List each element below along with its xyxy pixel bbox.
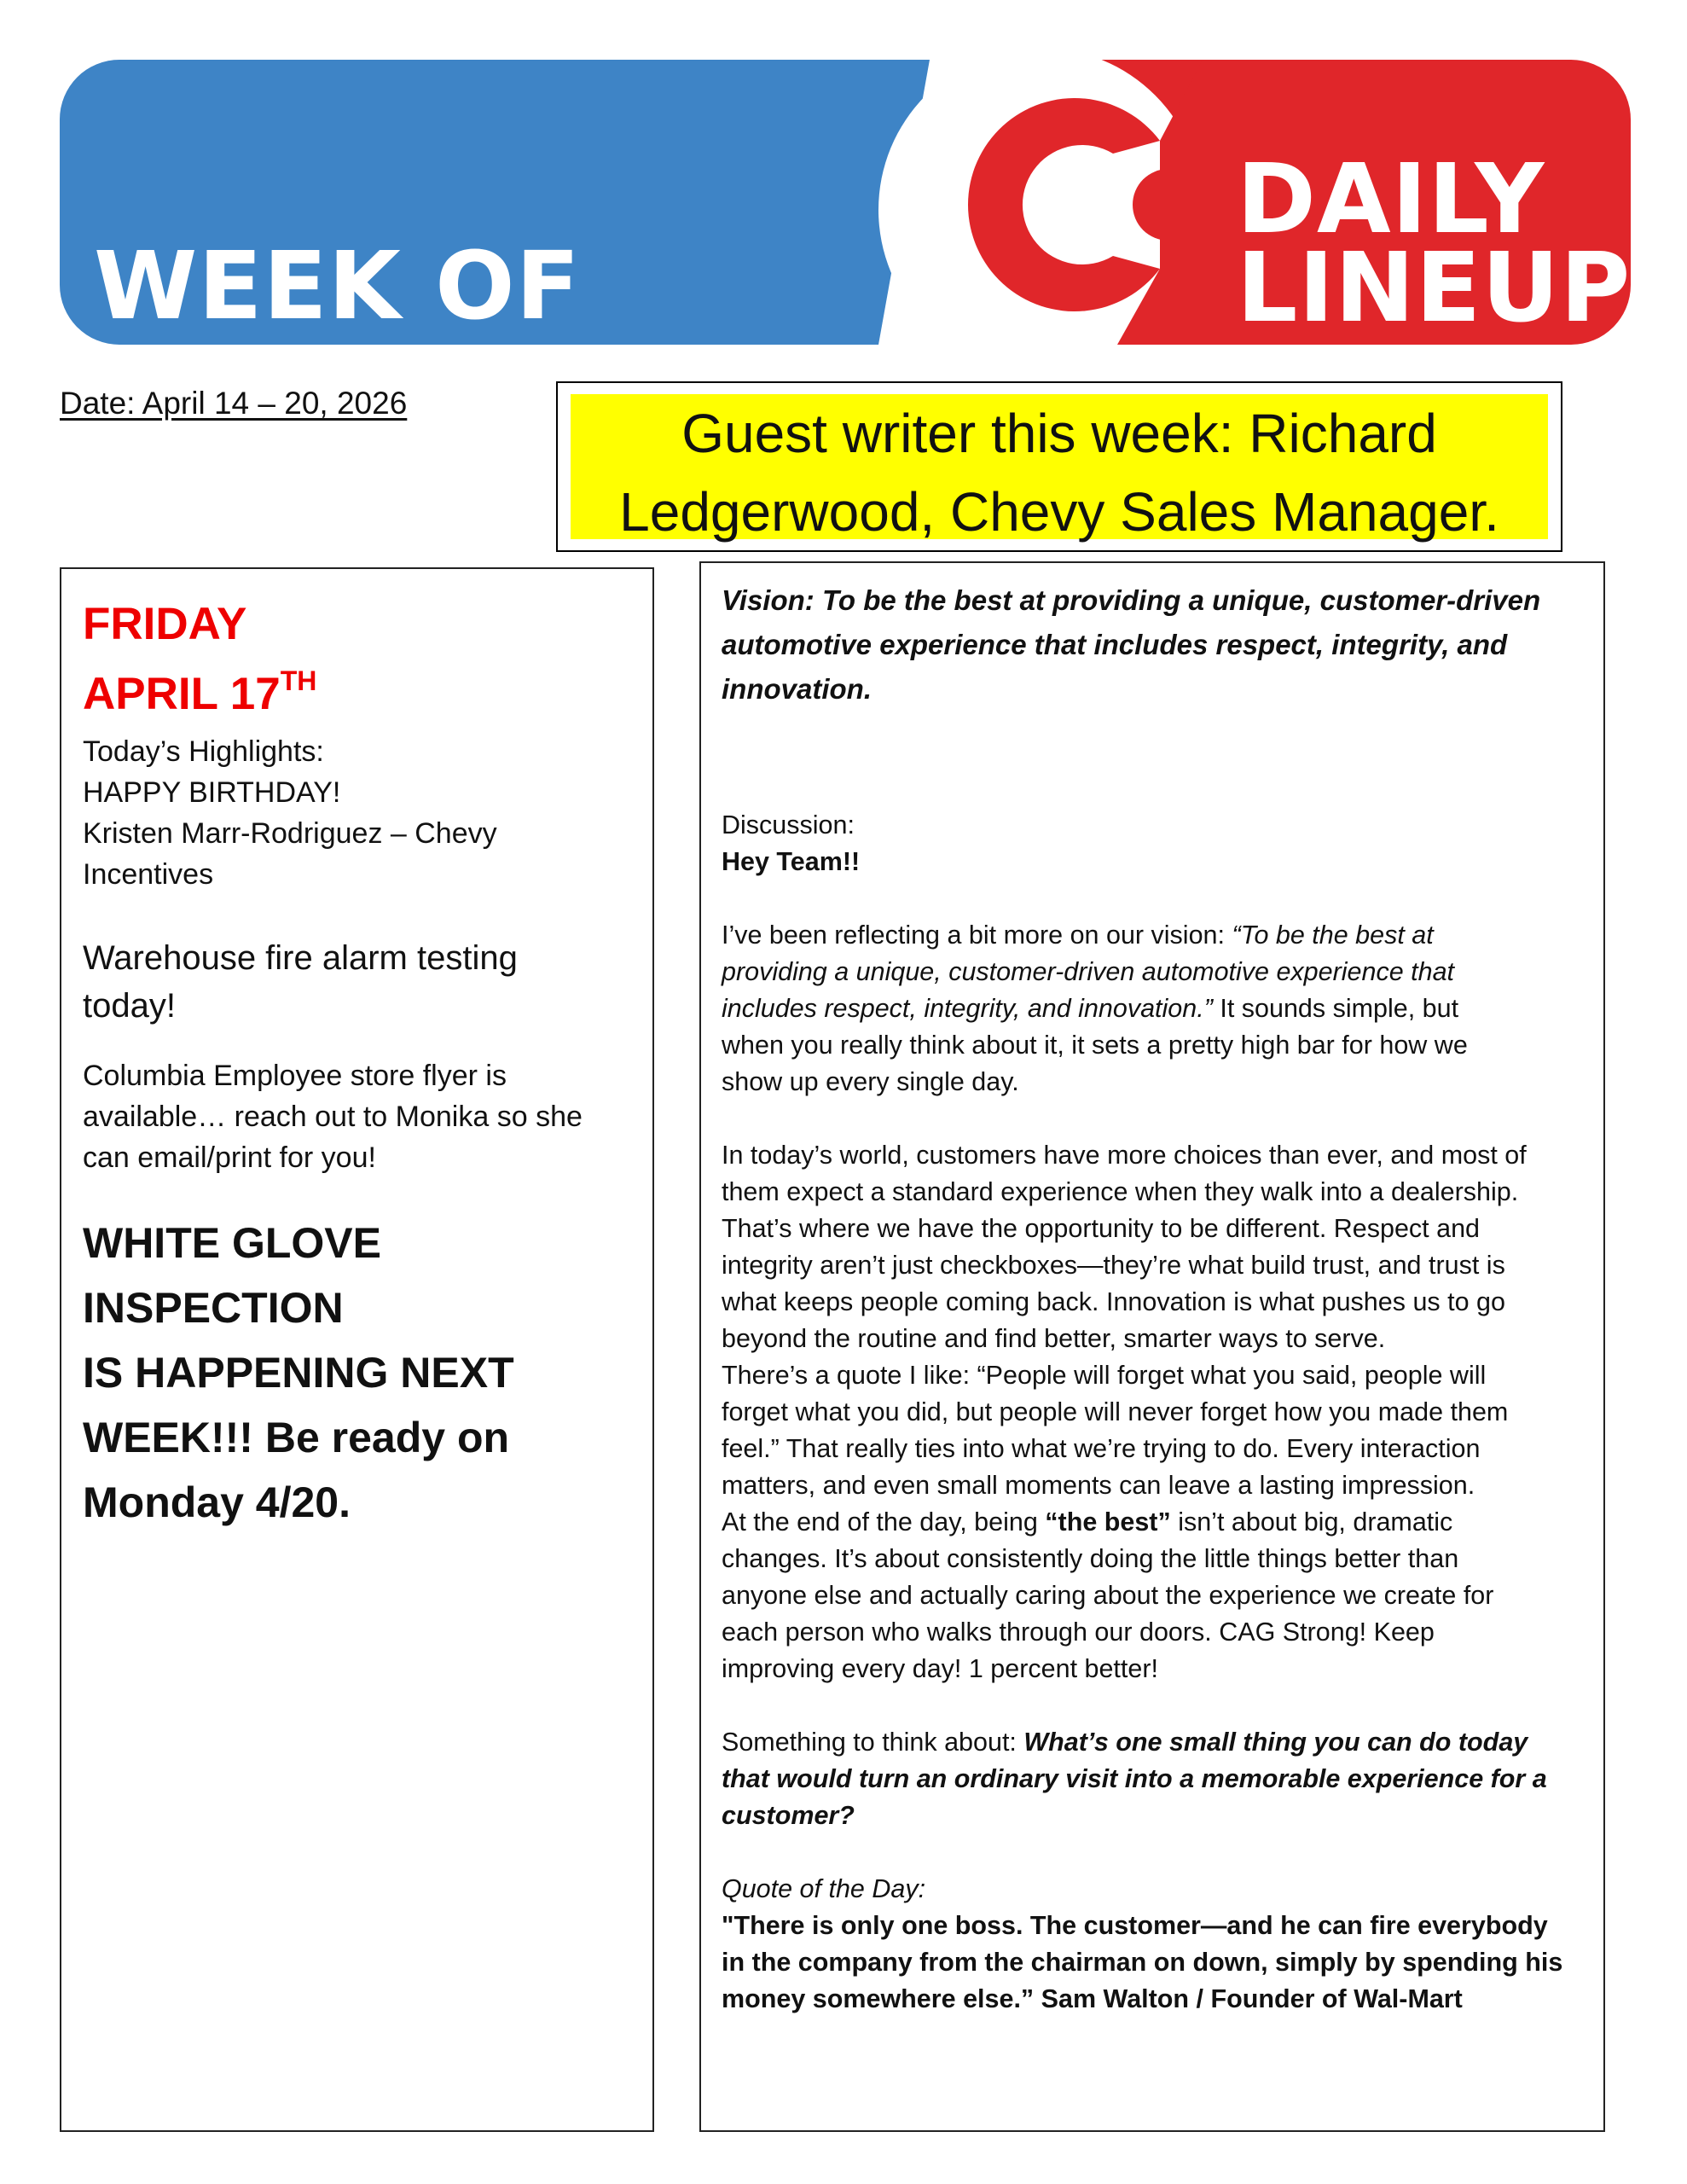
inspection-notice: WEEK!!! Be ready on	[83, 1414, 510, 1461]
date-range: Date: April 14 – 20, 2026	[60, 386, 408, 421]
daily-title: DAILY	[1237, 144, 1545, 255]
text-span: Something to think about:	[722, 1728, 1024, 1757]
text-span: What’s one small thing you can do today	[1023, 1728, 1528, 1757]
text-line: that would turn an ordinary visit into a memorable experience for a	[722, 1764, 1547, 1793]
text-line: customer?	[722, 1801, 855, 1830]
text-line: what keeps people coming back. Innovation is what pushes us to go	[722, 1287, 1505, 1316]
fire-alarm-notice: Warehouse fire alarm testing	[83, 939, 518, 977]
flyer-notice: Columbia Employee store flyer is	[83, 1060, 507, 1092]
flyer-notice: can email/print for you!	[83, 1141, 376, 1174]
birthday-label: HAPPY BIRTHDAY!	[83, 776, 341, 809]
discussion-label: Discussion:	[722, 810, 855, 839]
text-line: changes. It’s about consistently doing the little things better than	[722, 1544, 1459, 1573]
guest-writer-line: Guest writer this week: Richard	[681, 403, 1437, 464]
text-line: providing a unique, customer-driven automotive experience that	[722, 957, 1455, 986]
vision-line: automotive experience that includes respect, integrity, and	[722, 629, 1508, 660]
text-line: That’s where we have the opportunity to be different. Respect and	[722, 1214, 1481, 1243]
text-line: anyone else and actually caring about the experience we create for	[722, 1581, 1494, 1610]
vision-line: Vision: To be the best at providing a unique, customer-driven	[722, 584, 1541, 616]
text-line: There’s a quote I like: “People will forget what you said, people will	[722, 1361, 1487, 1390]
text-line: matters, and even small moments can leave a lasting impression.	[722, 1471, 1475, 1500]
quote-label: Quote of the Day:	[722, 1874, 926, 1903]
text-line: improving every day! 1 percent better!	[722, 1654, 1158, 1683]
birthday-name: Kristen Marr-Rodriguez – Chevy	[83, 817, 497, 850]
fire-alarm-notice: today!	[83, 987, 176, 1025]
text-span: It sounds simple, but	[1212, 994, 1459, 1023]
text-span: “To be the best at	[1232, 921, 1434, 950]
inspection-notice: Monday 4/20.	[83, 1478, 351, 1526]
paragraph-quote	[722, 1357, 1583, 1504]
text-line: beyond the routine and find better, smarter ways to serve.	[722, 1324, 1386, 1353]
text-span: includes respect, integrity, and innovation.”	[722, 994, 1213, 1023]
paragraph-world	[722, 1137, 1583, 1357]
greeting: Hey Team!!	[722, 847, 861, 876]
inspection-notice: IS HAPPENING NEXT	[83, 1349, 514, 1397]
quote-line: in the company from the chairman on down, simply by spending his	[722, 1948, 1563, 1977]
text-line: integrity aren’t just checkboxes—they’re what build trust, and trust is	[722, 1251, 1505, 1280]
paragraph-the-best	[722, 1504, 1583, 1687]
think-about	[722, 1724, 1583, 1834]
text-line: feel.” That really ties into what we’re trying to do. Every interaction	[722, 1434, 1481, 1463]
birthday-name: Incentives	[83, 858, 214, 891]
quote-line: "There is only one boss. The customer—and he can fire everybody	[722, 1911, 1548, 1940]
text-line: each person who walks through our doors. CAG Strong! Keep	[722, 1618, 1435, 1647]
text-line: when you really think about it, it sets a pretty high bar for how we	[722, 1031, 1468, 1060]
date-heading-main: APRIL 17	[83, 669, 281, 719]
guest-writer-highlight	[571, 394, 1548, 543]
discussion-panel	[699, 561, 1605, 2132]
week-of-title: WEEK OF	[94, 231, 581, 340]
text-span: At the end of the day, being	[722, 1507, 1046, 1536]
quote-line: money somewhere else.” Sam Walton / Founder of Wal-Mart	[722, 1984, 1463, 2013]
text-line: show up every single day.	[722, 1067, 1019, 1096]
text-span: isn’t about big, dramatic	[1170, 1507, 1453, 1536]
flyer-notice: available… reach out to Monika so she	[83, 1101, 583, 1133]
daily-highlights-panel	[60, 567, 654, 2132]
text-span: “the best”	[1045, 1507, 1171, 1536]
text-line: forget what you did, but people will never forget how you made them	[722, 1397, 1509, 1426]
inspection-notice: WHITE GLOVE INSPECTION	[83, 1219, 381, 1332]
text-line: In today’s world, customers have more choices than ever, and most of	[722, 1141, 1527, 1170]
text-line: them expect a standard experience when they walk into a dealership.	[722, 1177, 1519, 1206]
guest-writer-line: Ledgerwood, Chevy Sales Manager.	[619, 481, 1499, 543]
highlights-label: Today’s Highlights:	[83, 735, 324, 768]
guest-writer-box	[556, 381, 1562, 552]
lineup-title: LINEUP	[1237, 233, 1632, 344]
date-heading-suffix: TH	[280, 665, 317, 696]
vision-line: innovation.	[722, 673, 872, 705]
text-span: I’ve been reflecting a bit more on our vision:	[722, 921, 1232, 950]
quote-of-the-day	[722, 1871, 1583, 2018]
day-heading: FRIDAY	[83, 599, 247, 649]
header-banner	[60, 60, 1631, 345]
date-heading	[83, 659, 631, 729]
paragraph-vision	[722, 917, 1583, 1101]
vision-statement	[722, 578, 1583, 712]
